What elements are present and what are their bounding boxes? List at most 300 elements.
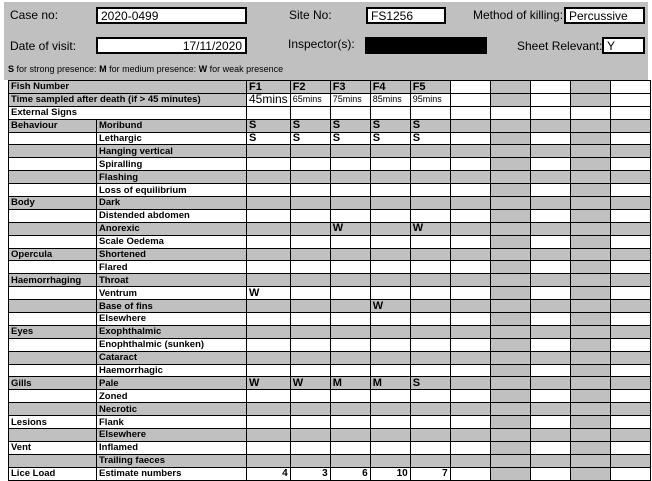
empty-cell[interactable] — [570, 390, 610, 403]
empty-cell[interactable] — [530, 171, 570, 184]
mark-cell[interactable] — [247, 390, 291, 403]
mark-cell[interactable] — [370, 403, 410, 416]
mark-cell[interactable] — [247, 197, 291, 210]
empty-cell[interactable] — [570, 364, 610, 377]
mark-cell[interactable]: W — [247, 377, 291, 390]
mark-cell[interactable] — [290, 338, 330, 351]
empty-cell[interactable] — [610, 132, 650, 145]
empty-cell[interactable] — [570, 93, 610, 106]
mark-cell[interactable]: S — [290, 132, 330, 145]
empty-cell[interactable] — [610, 261, 650, 274]
empty-cell[interactable] — [530, 313, 570, 326]
estimate-cell[interactable]: 3 — [290, 467, 330, 480]
empty-cell[interactable] — [610, 106, 650, 119]
mark-cell[interactable] — [410, 351, 450, 364]
empty-cell[interactable] — [450, 441, 490, 454]
mark-cell[interactable] — [370, 454, 410, 467]
mark-cell[interactable] — [247, 300, 291, 313]
empty-cell[interactable] — [450, 454, 490, 467]
empty-cell[interactable] — [490, 287, 530, 300]
empty-cell[interactable] — [490, 106, 530, 119]
empty-cell[interactable] — [570, 222, 610, 235]
mark-cell[interactable]: W — [290, 377, 330, 390]
mark-cell[interactable] — [247, 248, 291, 261]
empty-cell[interactable] — [490, 93, 530, 106]
empty-cell[interactable] — [530, 93, 570, 106]
mark-cell[interactable] — [370, 338, 410, 351]
mark-cell[interactable] — [370, 287, 410, 300]
mark-cell[interactable] — [370, 261, 410, 274]
empty-cell[interactable] — [490, 145, 530, 158]
mark-cell[interactable] — [330, 274, 370, 287]
time-cell[interactable]: 95mins — [410, 93, 450, 106]
empty-cell[interactable] — [450, 197, 490, 210]
mark-cell[interactable] — [330, 403, 370, 416]
mark-cell[interactable]: S — [370, 132, 410, 145]
empty-cell[interactable] — [450, 325, 490, 338]
mark-cell[interactable]: S — [410, 119, 450, 132]
empty-cell[interactable] — [610, 416, 650, 429]
empty-cell[interactable] — [570, 338, 610, 351]
empty-cell[interactable] — [530, 416, 570, 429]
empty-cell[interactable] — [570, 467, 610, 480]
method-field[interactable]: Percussive — [564, 7, 645, 24]
mark-cell[interactable]: M — [370, 377, 410, 390]
mark-cell[interactable] — [290, 274, 330, 287]
empty-cell[interactable] — [530, 274, 570, 287]
mark-cell[interactable] — [247, 338, 291, 351]
empty-cell[interactable] — [450, 93, 490, 106]
empty-cell[interactable] — [450, 132, 490, 145]
mark-cell[interactable] — [410, 441, 450, 454]
empty-cell[interactable] — [410, 106, 450, 119]
empty-cell[interactable] — [490, 222, 530, 235]
mark-cell[interactable] — [330, 351, 370, 364]
empty-cell[interactable] — [490, 248, 530, 261]
mark-cell[interactable] — [247, 261, 291, 274]
mark-cell[interactable] — [330, 235, 370, 248]
empty-cell[interactable] — [450, 158, 490, 171]
mark-cell[interactable]: W — [330, 222, 370, 235]
mark-cell[interactable] — [330, 287, 370, 300]
empty-cell[interactable] — [490, 209, 530, 222]
mark-cell[interactable] — [330, 261, 370, 274]
mark-cell[interactable]: S — [330, 119, 370, 132]
empty-cell[interactable] — [490, 403, 530, 416]
empty-cell[interactable] — [490, 441, 530, 454]
mark-cell[interactable] — [370, 248, 410, 261]
empty-cell[interactable] — [570, 145, 610, 158]
mark-cell[interactable] — [410, 287, 450, 300]
mark-cell[interactable] — [370, 197, 410, 210]
empty-cell[interactable] — [610, 351, 650, 364]
mark-cell[interactable] — [247, 441, 291, 454]
mark-cell[interactable] — [247, 274, 291, 287]
mark-cell[interactable] — [410, 184, 450, 197]
empty-cell[interactable] — [610, 313, 650, 326]
empty-cell[interactable] — [570, 287, 610, 300]
mark-cell[interactable] — [247, 454, 291, 467]
empty-cell[interactable] — [490, 416, 530, 429]
mark-cell[interactable] — [410, 390, 450, 403]
case-no-field[interactable]: 2020-0499 — [96, 7, 247, 24]
inspector-field-redacted[interactable] — [365, 37, 487, 54]
mark-cell[interactable] — [290, 364, 330, 377]
mark-cell[interactable] — [330, 364, 370, 377]
empty-cell[interactable] — [530, 209, 570, 222]
empty-cell[interactable] — [610, 274, 650, 287]
empty-cell[interactable] — [530, 364, 570, 377]
mark-cell[interactable] — [410, 403, 450, 416]
mark-cell[interactable] — [330, 441, 370, 454]
empty-cell[interactable] — [610, 235, 650, 248]
empty-cell[interactable] — [530, 377, 570, 390]
empty-cell[interactable] — [450, 377, 490, 390]
time-cell[interactable]: 45mins — [247, 93, 291, 106]
empty-cell[interactable] — [490, 81, 530, 94]
mark-cell[interactable] — [290, 287, 330, 300]
mark-cell[interactable] — [410, 145, 450, 158]
mark-cell[interactable] — [247, 171, 291, 184]
empty-cell[interactable] — [530, 158, 570, 171]
empty-cell[interactable] — [530, 119, 570, 132]
empty-cell[interactable] — [530, 390, 570, 403]
mark-cell[interactable] — [410, 416, 450, 429]
mark-cell[interactable] — [330, 209, 370, 222]
mark-cell[interactable] — [247, 351, 291, 364]
empty-cell[interactable] — [450, 261, 490, 274]
empty-cell[interactable] — [610, 184, 650, 197]
empty-cell[interactable] — [570, 158, 610, 171]
empty-cell[interactable] — [570, 197, 610, 210]
empty-cell[interactable] — [530, 338, 570, 351]
mark-cell[interactable] — [290, 441, 330, 454]
empty-cell[interactable] — [370, 106, 410, 119]
empty-cell[interactable] — [610, 441, 650, 454]
empty-cell[interactable] — [490, 261, 530, 274]
empty-cell[interactable] — [570, 325, 610, 338]
mark-cell[interactable] — [247, 184, 291, 197]
empty-cell[interactable] — [490, 158, 530, 171]
empty-cell[interactable] — [530, 145, 570, 158]
mark-cell[interactable] — [410, 209, 450, 222]
empty-cell[interactable] — [450, 416, 490, 429]
mark-cell[interactable] — [247, 403, 291, 416]
mark-cell[interactable] — [330, 338, 370, 351]
mark-cell[interactable] — [330, 197, 370, 210]
empty-cell[interactable] — [570, 119, 610, 132]
empty-cell[interactable] — [490, 364, 530, 377]
empty-cell[interactable] — [530, 248, 570, 261]
mark-cell[interactable] — [290, 222, 330, 235]
mark-cell[interactable] — [410, 261, 450, 274]
mark-cell[interactable] — [247, 313, 291, 326]
mark-cell[interactable] — [290, 145, 330, 158]
empty-cell[interactable] — [610, 145, 650, 158]
mark-cell[interactable] — [410, 325, 450, 338]
empty-cell[interactable] — [450, 467, 490, 480]
mark-cell[interactable] — [410, 197, 450, 210]
empty-cell[interactable] — [490, 235, 530, 248]
empty-cell[interactable] — [570, 171, 610, 184]
mark-cell[interactable]: S — [410, 132, 450, 145]
mark-cell[interactable] — [330, 390, 370, 403]
mark-cell[interactable] — [330, 300, 370, 313]
empty-cell[interactable] — [610, 158, 650, 171]
empty-cell[interactable] — [490, 390, 530, 403]
mark-cell[interactable] — [410, 235, 450, 248]
empty-cell[interactable] — [450, 235, 490, 248]
mark-cell[interactable] — [330, 416, 370, 429]
mark-cell[interactable] — [330, 171, 370, 184]
empty-cell[interactable] — [490, 300, 530, 313]
mark-cell[interactable] — [370, 351, 410, 364]
empty-cell[interactable] — [490, 338, 530, 351]
mark-cell[interactable] — [290, 209, 330, 222]
empty-cell[interactable] — [450, 313, 490, 326]
empty-cell[interactable] — [570, 106, 610, 119]
mark-cell[interactable] — [247, 364, 291, 377]
empty-cell[interactable] — [570, 300, 610, 313]
mark-cell[interactable] — [290, 416, 330, 429]
mark-cell[interactable] — [290, 390, 330, 403]
empty-cell[interactable] — [610, 429, 650, 442]
mark-cell[interactable] — [290, 261, 330, 274]
empty-cell[interactable] — [570, 403, 610, 416]
empty-cell[interactable] — [570, 184, 610, 197]
empty-cell[interactable] — [570, 235, 610, 248]
empty-cell[interactable] — [610, 93, 650, 106]
empty-cell[interactable] — [450, 429, 490, 442]
mark-cell[interactable] — [247, 235, 291, 248]
empty-cell[interactable] — [530, 325, 570, 338]
empty-cell[interactable] — [490, 184, 530, 197]
empty-cell[interactable] — [450, 81, 490, 94]
empty-cell[interactable] — [450, 209, 490, 222]
mark-cell[interactable] — [290, 248, 330, 261]
mark-cell[interactable] — [330, 325, 370, 338]
mark-cell[interactable] — [410, 429, 450, 442]
empty-cell[interactable] — [610, 467, 650, 480]
mark-cell[interactable] — [290, 158, 330, 171]
empty-cell[interactable] — [610, 300, 650, 313]
mark-cell[interactable] — [370, 235, 410, 248]
empty-cell[interactable] — [490, 429, 530, 442]
mark-cell[interactable] — [410, 158, 450, 171]
empty-cell[interactable] — [610, 171, 650, 184]
mark-cell[interactable] — [410, 338, 450, 351]
mark-cell[interactable] — [330, 248, 370, 261]
empty-cell[interactable] — [490, 132, 530, 145]
empty-cell[interactable] — [530, 454, 570, 467]
empty-cell[interactable] — [530, 235, 570, 248]
empty-cell[interactable] — [570, 81, 610, 94]
empty-cell[interactable] — [450, 119, 490, 132]
empty-cell[interactable] — [610, 248, 650, 261]
empty-cell[interactable] — [490, 197, 530, 210]
empty-cell[interactable] — [450, 300, 490, 313]
estimate-cell[interactable]: 4 — [247, 467, 291, 480]
empty-cell[interactable] — [610, 197, 650, 210]
mark-cell[interactable] — [247, 158, 291, 171]
empty-cell[interactable] — [450, 390, 490, 403]
mark-cell[interactable] — [370, 441, 410, 454]
estimate-cell[interactable]: 6 — [330, 467, 370, 480]
empty-cell[interactable] — [450, 274, 490, 287]
empty-cell[interactable] — [530, 132, 570, 145]
empty-cell[interactable] — [610, 81, 650, 94]
mark-cell[interactable]: W — [410, 222, 450, 235]
empty-cell[interactable] — [450, 403, 490, 416]
empty-cell[interactable] — [570, 274, 610, 287]
mark-cell[interactable] — [290, 351, 330, 364]
empty-cell[interactable] — [490, 454, 530, 467]
empty-cell[interactable] — [490, 351, 530, 364]
mark-cell[interactable] — [410, 364, 450, 377]
time-cell[interactable]: 65mins — [290, 93, 330, 106]
mark-cell[interactable] — [410, 274, 450, 287]
mark-cell[interactable] — [330, 184, 370, 197]
mark-cell[interactable] — [330, 145, 370, 158]
empty-cell[interactable] — [530, 287, 570, 300]
sheet-relevant-field[interactable]: Y — [602, 37, 645, 54]
empty-cell[interactable] — [570, 248, 610, 261]
mark-cell[interactable] — [370, 429, 410, 442]
empty-cell[interactable] — [570, 132, 610, 145]
mark-cell[interactable]: S — [410, 377, 450, 390]
empty-cell[interactable] — [490, 119, 530, 132]
empty-cell[interactable] — [530, 403, 570, 416]
mark-cell[interactable] — [370, 184, 410, 197]
mark-cell[interactable] — [370, 222, 410, 235]
time-cell[interactable]: 85mins — [370, 93, 410, 106]
mark-cell[interactable] — [247, 429, 291, 442]
empty-cell[interactable] — [490, 171, 530, 184]
mark-cell[interactable] — [370, 171, 410, 184]
mark-cell[interactable]: S — [247, 119, 291, 132]
mark-cell[interactable] — [370, 390, 410, 403]
estimate-cell[interactable]: 10 — [370, 467, 410, 480]
mark-cell[interactable] — [290, 197, 330, 210]
mark-cell[interactable] — [330, 429, 370, 442]
mark-cell[interactable] — [290, 300, 330, 313]
mark-cell[interactable] — [410, 300, 450, 313]
empty-cell[interactable] — [530, 300, 570, 313]
mark-cell[interactable] — [370, 274, 410, 287]
empty-cell[interactable] — [450, 338, 490, 351]
empty-cell[interactable] — [530, 222, 570, 235]
empty-cell[interactable] — [570, 441, 610, 454]
mark-cell[interactable]: W — [247, 287, 291, 300]
empty-cell[interactable] — [570, 261, 610, 274]
empty-cell[interactable] — [530, 467, 570, 480]
mark-cell[interactable] — [290, 184, 330, 197]
empty-cell[interactable] — [610, 287, 650, 300]
estimate-cell[interactable]: 7 — [410, 467, 450, 480]
mark-cell[interactable] — [410, 313, 450, 326]
empty-cell[interactable] — [330, 106, 370, 119]
empty-cell[interactable] — [570, 209, 610, 222]
mark-cell[interactable] — [330, 454, 370, 467]
mark-cell[interactable] — [330, 158, 370, 171]
mark-cell[interactable] — [290, 403, 330, 416]
empty-cell[interactable] — [610, 209, 650, 222]
time-cell[interactable]: 75mins — [330, 93, 370, 106]
empty-cell[interactable] — [530, 106, 570, 119]
empty-cell[interactable] — [610, 390, 650, 403]
empty-cell[interactable] — [610, 338, 650, 351]
empty-cell[interactable] — [530, 184, 570, 197]
empty-cell[interactable] — [450, 184, 490, 197]
mark-cell[interactable] — [290, 454, 330, 467]
mark-cell[interactable]: W — [370, 300, 410, 313]
mark-cell[interactable] — [370, 158, 410, 171]
mark-cell[interactable] — [290, 171, 330, 184]
empty-cell[interactable] — [570, 377, 610, 390]
empty-cell[interactable] — [290, 106, 330, 119]
empty-cell[interactable] — [570, 416, 610, 429]
mark-cell[interactable] — [370, 416, 410, 429]
empty-cell[interactable] — [247, 106, 291, 119]
empty-cell[interactable] — [610, 454, 650, 467]
empty-cell[interactable] — [450, 351, 490, 364]
mark-cell[interactable] — [330, 313, 370, 326]
mark-cell[interactable] — [410, 171, 450, 184]
empty-cell[interactable] — [450, 364, 490, 377]
empty-cell[interactable] — [570, 351, 610, 364]
empty-cell[interactable] — [450, 145, 490, 158]
mark-cell[interactable] — [290, 429, 330, 442]
mark-cell[interactable]: S — [247, 132, 291, 145]
mark-cell[interactable] — [247, 209, 291, 222]
empty-cell[interactable] — [570, 313, 610, 326]
empty-cell[interactable] — [490, 313, 530, 326]
empty-cell[interactable] — [610, 364, 650, 377]
mark-cell[interactable] — [410, 454, 450, 467]
empty-cell[interactable] — [530, 429, 570, 442]
site-no-field[interactable]: FS1256 — [366, 7, 446, 24]
mark-cell[interactable] — [290, 235, 330, 248]
empty-cell[interactable] — [490, 325, 530, 338]
mark-cell[interactable]: M — [330, 377, 370, 390]
empty-cell[interactable] — [610, 119, 650, 132]
mark-cell[interactable] — [247, 325, 291, 338]
mark-cell[interactable] — [370, 364, 410, 377]
empty-cell[interactable] — [570, 429, 610, 442]
empty-cell[interactable] — [450, 171, 490, 184]
empty-cell[interactable] — [490, 377, 530, 390]
mark-cell[interactable] — [370, 313, 410, 326]
mark-cell[interactable] — [370, 325, 410, 338]
empty-cell[interactable] — [570, 454, 610, 467]
mark-cell[interactable]: S — [370, 119, 410, 132]
mark-cell[interactable] — [290, 325, 330, 338]
mark-cell[interactable] — [247, 416, 291, 429]
empty-cell[interactable] — [530, 441, 570, 454]
empty-cell[interactable] — [490, 274, 530, 287]
empty-cell[interactable] — [450, 248, 490, 261]
empty-cell[interactable] — [610, 222, 650, 235]
empty-cell[interactable] — [530, 261, 570, 274]
mark-cell[interactable]: S — [330, 132, 370, 145]
mark-cell[interactable] — [247, 145, 291, 158]
empty-cell[interactable] — [450, 287, 490, 300]
date-field[interactable]: 17/11/2020 — [96, 37, 247, 54]
empty-cell[interactable] — [530, 81, 570, 94]
mark-cell[interactable] — [370, 145, 410, 158]
mark-cell[interactable] — [247, 222, 291, 235]
empty-cell[interactable] — [450, 106, 490, 119]
